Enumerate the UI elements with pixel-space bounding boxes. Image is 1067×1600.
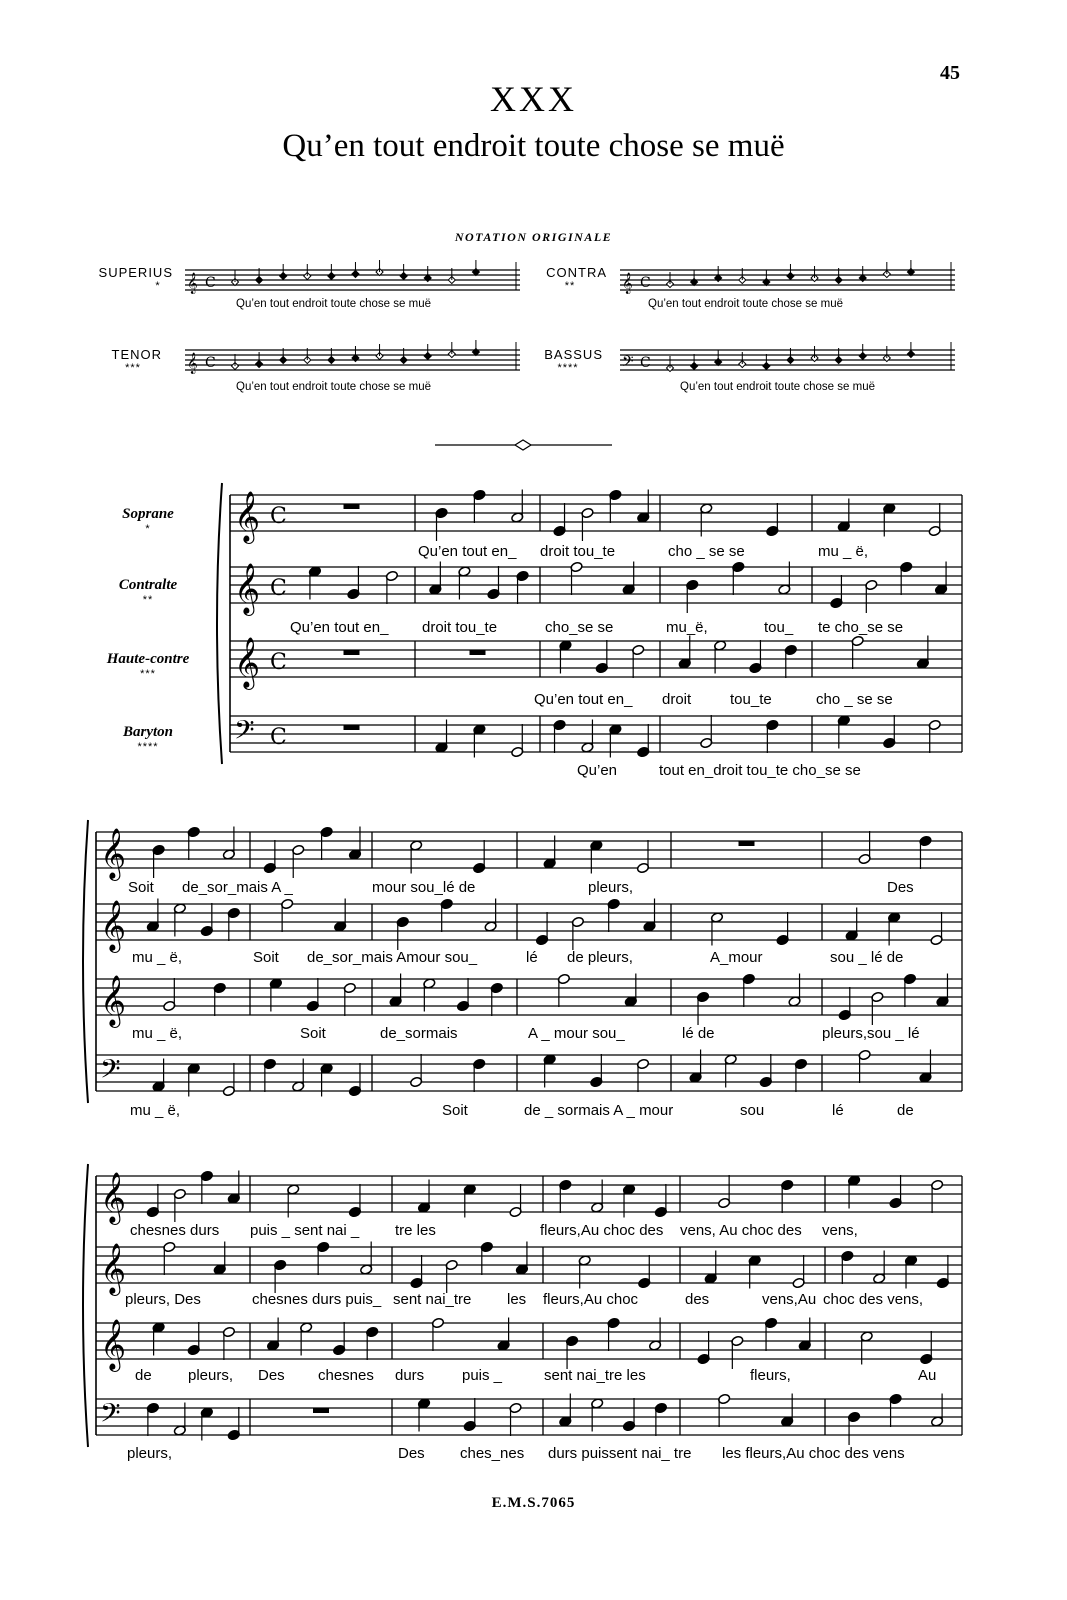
lyric: fleurs,Au choc [543, 1291, 639, 1308]
voice-stars-haute-contre: *** [140, 668, 156, 680]
lyric: de [135, 1367, 152, 1384]
lyric: mu _ ë, [132, 949, 183, 966]
lyric: choc des vens, [823, 1291, 924, 1308]
lyric: de_sormais [380, 1025, 458, 1042]
bass-clef-icon: 𝄢 [100, 1053, 121, 1091]
time-signature-icon: C [270, 576, 287, 601]
system-brace [217, 483, 222, 764]
lyric: ches_nes [460, 1445, 525, 1462]
lyric: pleurs,sou _ lé [822, 1025, 920, 1042]
lyric: vens,Au [762, 1291, 817, 1308]
lyric: vens, [822, 1222, 858, 1239]
lyric: les [507, 1291, 527, 1308]
lyric: Qu’en [577, 762, 618, 779]
voice-name-baryton: Baryton [122, 724, 173, 740]
rest [313, 1408, 329, 1413]
voice-name-soprane: Soprane [122, 506, 174, 522]
lyric: pleurs, [588, 879, 634, 896]
incipit-lyric-tenor: Qu’en tout endroit toute chose se muë [236, 381, 431, 393]
lyric: sent nai_tre les [544, 1367, 646, 1384]
system-brace [83, 1164, 88, 1447]
treble-clef-icon: 𝄞 [234, 563, 261, 614]
lyric: vens, Au choc des [680, 1222, 802, 1239]
incipit-name-contra: CONTRA [546, 265, 607, 280]
time-signature-icon: C [205, 355, 216, 371]
lyric: mu _ ë, [132, 1025, 183, 1042]
clef-icon: 𝄞 [187, 273, 198, 294]
lyric: sent nai_tre [393, 1291, 472, 1308]
lyric: droit [662, 691, 692, 708]
lyric: tou_ [764, 619, 794, 636]
lyric: pleurs, Des [125, 1291, 201, 1308]
lyric: Des [258, 1367, 285, 1384]
incipit-stars-tenor: *** [125, 362, 141, 374]
lyric: droit tou_te [422, 619, 498, 636]
lyric: Soit [253, 949, 279, 966]
time-signature-icon: C [270, 504, 287, 529]
lyric: A_mour [710, 949, 763, 966]
lyric: de_sor_mais A _ [182, 879, 293, 896]
incipit-name-superius: SUPERIUS [98, 265, 173, 280]
lyric: cho_se se [545, 619, 614, 636]
voice-name-contralte: Contralte [118, 577, 178, 593]
lyric: Soit [442, 1102, 468, 1119]
lyric: mu_ë, [666, 619, 708, 636]
lyric: puis _ [462, 1367, 503, 1384]
treble-clef-icon: 𝄞 [100, 975, 127, 1026]
lyric: Soit [300, 1025, 326, 1042]
divider-ornament-icon [515, 440, 531, 450]
lyric: tou_te [730, 691, 772, 708]
lyric: chesnes durs [130, 1222, 220, 1239]
lyric: durs puissent nai_ tre [548, 1445, 692, 1462]
page-number: 45 [940, 62, 960, 84]
lyric: A _ mour sou_ [528, 1025, 625, 1042]
time-signature-icon: C [205, 275, 216, 291]
lyric: chesnes durs puis_ [252, 1291, 382, 1308]
footer-code: E.M.S.7065 [491, 1495, 576, 1511]
system-brace [83, 820, 88, 1103]
incipit-stars-bassus: **** [557, 362, 579, 374]
lyric: puis _ sent nai _ [250, 1222, 360, 1239]
treble-clef-icon: 𝄞 [234, 491, 261, 542]
lyric: sou [740, 1102, 765, 1119]
time-signature-icon: C [270, 725, 287, 750]
lyric: mu _ ë, [130, 1102, 181, 1119]
rest [344, 504, 360, 509]
rest [470, 650, 486, 655]
treble-clef-icon: 𝄞 [234, 637, 261, 688]
treble-clef-icon: 𝄞 [100, 1319, 127, 1370]
incipit-lyric-contra: Qu’en tout endroit toute chose se muë [648, 298, 843, 310]
lyric: lé [526, 949, 538, 966]
treble-clef-icon: 𝄞 [100, 1243, 127, 1294]
piece-number: XXX [490, 79, 577, 119]
incipit-name-tenor: TENOR [111, 347, 162, 362]
lyric: chesnes [318, 1367, 374, 1384]
incipit-stars-superius: * [155, 280, 161, 292]
lyric: Qu’en tout en_ [418, 543, 517, 560]
lyric: cho _ se se [668, 543, 745, 560]
time-signature-icon: C [640, 355, 651, 371]
lyric: Des [887, 879, 914, 896]
clef-icon: 𝄢 [622, 353, 634, 374]
lyric: lé [832, 1102, 844, 1119]
lyric: cho _ se se [816, 691, 893, 708]
lyric: te cho_se se [818, 619, 904, 636]
incipit-lyric-superius: Qu’en tout endroit toute chose se muë [236, 298, 431, 310]
lyric: tre les [395, 1222, 436, 1239]
lyric: tout en_droit tou_te cho_se se [659, 762, 861, 779]
voice-stars-soprane: * [145, 523, 151, 535]
lyric: mour sou_lé de [372, 879, 476, 896]
lyric: de [897, 1102, 914, 1119]
lyric: Qu’en tout en_ [290, 619, 389, 636]
incipit-name-bassus: BASSUS [544, 347, 603, 362]
lyric: lé de [682, 1025, 715, 1042]
lyric: pleurs, [127, 1445, 173, 1462]
rest [739, 841, 755, 846]
time-signature-icon: C [640, 275, 651, 291]
treble-clef-icon: 𝄞 [100, 900, 127, 951]
incipit-lyric-bassus: Qu’en tout endroit toute chose se muë [680, 381, 875, 393]
rest [344, 650, 360, 655]
time-signature-icon: C [270, 650, 287, 675]
lyric: des [685, 1291, 710, 1308]
lyric: Au [918, 1367, 937, 1384]
bass-clef-icon: 𝄢 [234, 714, 255, 752]
lyric: droit tou_te [540, 543, 616, 560]
voice-stars-baryton: **** [137, 741, 159, 753]
lyric: Qu’en tout en_ [534, 691, 633, 708]
treble-clef-icon: 𝄞 [100, 828, 127, 879]
lyric: Soit [128, 879, 154, 896]
lyric: fleurs, [750, 1367, 791, 1384]
treble-clef-icon: 𝄞 [100, 1172, 127, 1223]
lyric: durs [395, 1367, 425, 1384]
rest [344, 725, 360, 730]
lyric: les fleurs,Au choc des vens [722, 1445, 905, 1462]
lyric: fleurs,Au choc des [540, 1222, 664, 1239]
incipit-stars-contra: ** [564, 280, 576, 292]
notation-caption: NOTATION ORIGINALE [454, 230, 613, 244]
clef-icon: 𝄞 [187, 353, 198, 374]
lyric: pleurs, [188, 1367, 234, 1384]
lyric: Des [398, 1445, 425, 1462]
lyric: de _ sormais A _ mour [524, 1102, 674, 1119]
clef-icon: 𝄞 [622, 273, 633, 294]
lyric: de pleurs, [567, 949, 633, 966]
voice-stars-contralte: ** [142, 594, 154, 606]
voice-name-haute-contre: Haute-contre [106, 651, 190, 667]
piece-title: Qu’en tout endroit toute chose se muë [282, 128, 785, 164]
lyric: de_sor_mais Amour sou_ [307, 949, 478, 966]
bass-clef-icon: 𝄢 [100, 1397, 121, 1435]
lyric: mu _ ë, [818, 543, 869, 560]
lyric: sou _ lé de [830, 949, 904, 966]
